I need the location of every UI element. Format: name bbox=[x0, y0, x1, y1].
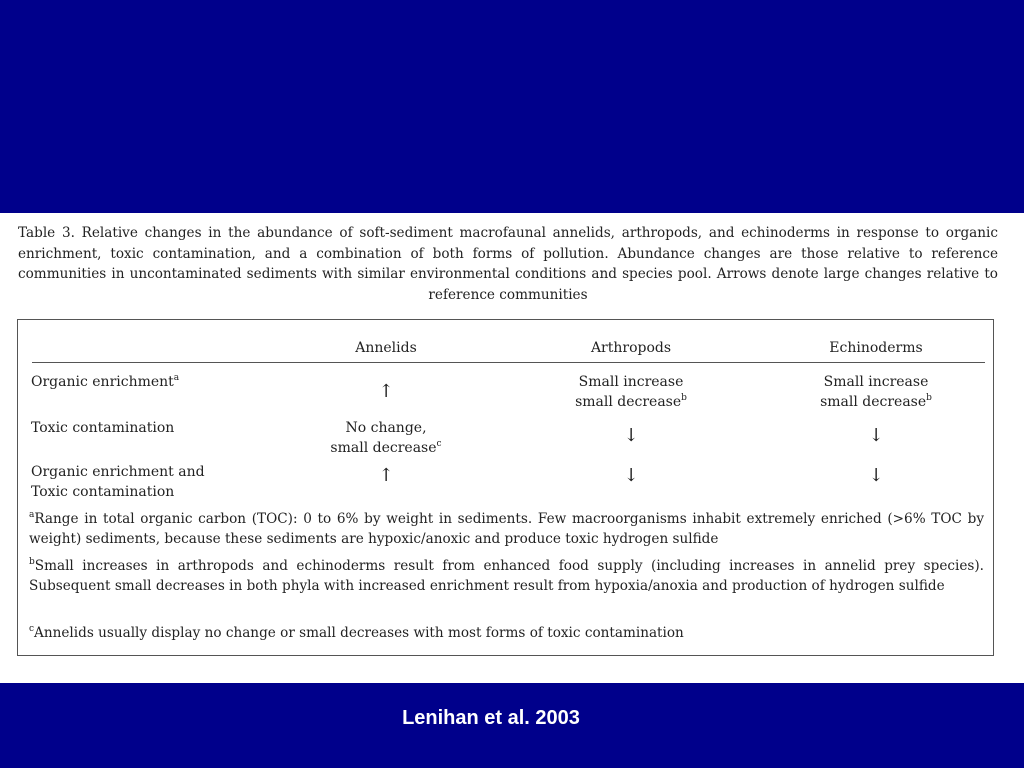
row-label-toxic-contamination: Toxic contamination bbox=[31, 420, 175, 436]
cell-annelids-organic: ↑ bbox=[378, 381, 394, 402]
footnote-b: $^b$Small increases in arthropods and echinoderms result from enhanced food supply (including increases in annelid prey species). Subsequent small decreases in both phyla with increased enrichment result from hypoxia/anoxia and production of hydrogen sulfide bbox=[29, 557, 984, 594]
header-divider bbox=[32, 362, 985, 363]
cell-arthropods-combined: ↓ bbox=[623, 465, 639, 486]
footnote-a: $^a$Range in total organic carbon (TOC): 0 to 6% by weight in sediments. Few macroorganisms inhabit extremely enriched (>6% TOC by weight) sediments, because these sediments are hypoxic/anoxic and produce toxic hydrogen sulfide bbox=[29, 510, 984, 547]
cell-echinoderms-combined: ↓ bbox=[868, 465, 884, 486]
column-header-arthropods: Arthropods bbox=[590, 340, 672, 356]
row-label-organic-enrichment: Organic enrichment$^a$ bbox=[31, 373, 180, 390]
citation: Lenihan et al. 2003 bbox=[402, 707, 580, 729]
cell-echinoderms-organic: Small increase small decrease$^b$ bbox=[820, 374, 932, 410]
table-caption: Table 3. Relative changes in the abundance of soft-sediment macrofaunal annelids, arthropods, and echinoderms in response to organic enrichment, toxic contamination, and a combination of both forms of pollution. Abundance changes are those relative to reference communities in uncontaminated sediments with similar environmental conditions and species pool. Arrows denote large changes relative to reference communities bbox=[18, 225, 998, 303]
column-header-echinoderms: Echinoderms bbox=[829, 340, 923, 356]
cell-annelids-toxic: No change, small decrease$^c$ bbox=[330, 420, 442, 456]
row-label-combined: Organic enrichment and Toxic contamination bbox=[31, 464, 205, 500]
footnote-c: $^c$Annelids usually display no change or small decreases with most forms of toxic contamination bbox=[29, 624, 684, 641]
table-panel bbox=[0, 213, 1024, 683]
column-header-annelids: Annelids bbox=[355, 340, 417, 356]
data-table bbox=[17, 319, 994, 656]
cell-echinoderms-toxic: ↓ bbox=[868, 425, 884, 446]
cell-annelids-combined: ↑ bbox=[378, 465, 394, 486]
cell-arthropods-organic: Small increase small decrease$^b$ bbox=[575, 374, 687, 410]
cell-arthropods-toxic: ↓ bbox=[623, 425, 639, 446]
